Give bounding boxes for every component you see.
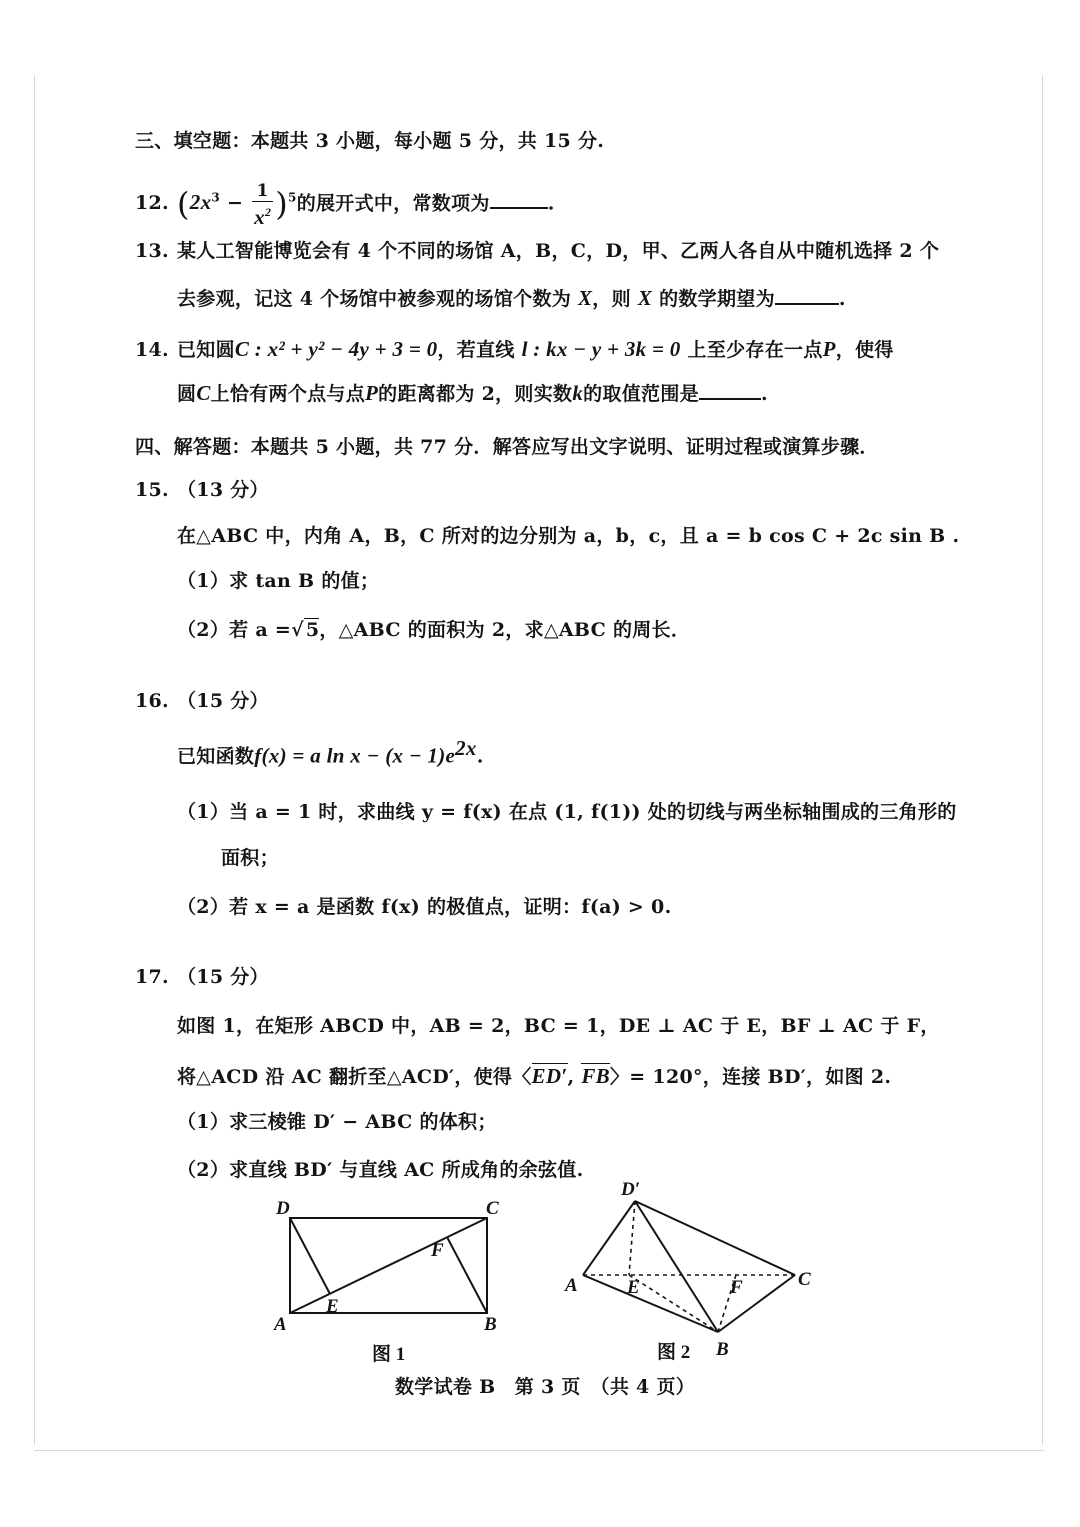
- question-number: 13.: [135, 240, 169, 262]
- question-number: 16.: [135, 690, 169, 712]
- function-definition: f(x) = a ln x − (x − 1)e: [254, 743, 456, 768]
- label-D: D: [276, 1198, 290, 1219]
- answer-blank[interactable]: [699, 382, 761, 400]
- question-number: 15.: [135, 479, 169, 501]
- question-15-header: [135, 475, 269, 502]
- label-C: C: [798, 1269, 811, 1290]
- question-13-line1: [135, 236, 939, 263]
- scan-frame-bottom: [34, 1450, 1044, 1451]
- question-score: （13 分）: [177, 479, 269, 501]
- label-B: B: [716, 1339, 729, 1360]
- answer-blank[interactable]: [775, 287, 839, 305]
- q12-text: 的展开式中，常数项为: [296, 192, 490, 215]
- q13-line1: 某人工智能博览会有 4 个不同的场馆 A，B，C，D，甲、乙两人各自从中随机选择 2 个: [177, 240, 940, 262]
- label-F: F: [730, 1277, 743, 1298]
- question-13-line2: 去参观，记这 4 个场馆中被参观的场馆个数为 X，则 X 的数学期望为 .: [177, 286, 846, 310]
- label-E: E: [326, 1296, 339, 1317]
- label-F: F: [431, 1240, 444, 1261]
- vector-FB: FB: [581, 1064, 610, 1088]
- scan-frame-left: [34, 75, 35, 1445]
- label-Dprime: D′: [621, 1179, 641, 1200]
- q12-expression: ($2x^3$ − $\frac{1}{x^2}$ )$^5$: [177, 181, 297, 230]
- question-15-part2: （2）若 a =√ 5，△ABC 的面积为 2，求△ABC 的周长．: [177, 619, 691, 641]
- figure-2-caption: 图 2: [657, 1342, 691, 1363]
- edge-AB: [583, 1275, 718, 1332]
- segment-DE: [290, 1218, 330, 1294]
- question-number: 12.: [135, 192, 169, 215]
- question-16-stem: 已知函数f(x) = a $\ln x - (x - 1)e^{2x}$.: [177, 736, 484, 768]
- section4-heading: 四、解答题：本题共 5 小题，共 77 分．解答应写出文字说明、证明过程或演算步骤．: [135, 436, 879, 458]
- line-equation: l : kx − y + 3k = 0: [521, 337, 681, 361]
- question-14-line1: 14. 已知圆C : x² + y² − 4y + 3 = 0，若直线 l : kx − y + 3k = 0 上至少存在一点P，使得: [135, 337, 894, 361]
- sqrt-5: √ 5: [291, 619, 320, 641]
- question-17-line2: 将△ACD 沿 AC 翻折至△ACD′，使得〈ED′, FB〉= 120°，连接 BD′，如图 2.: [177, 1064, 892, 1088]
- question-number: 14.: [135, 339, 169, 361]
- question-17-header: [135, 962, 269, 989]
- label-E: E: [627, 1277, 640, 1298]
- question-16-part2: （2）若 x = a 是函数 f(x) 的极值点，证明：f(a) > 0.: [177, 896, 672, 918]
- question-score: （15 分）: [177, 966, 269, 988]
- question-16-header: [135, 686, 269, 713]
- question-16-part1: （1）当 a = 1 时，求曲线 y = f(x) 在点 (1, f(1)) 处的切线与两坐标轴围成的三角形的: [177, 801, 957, 823]
- section3-heading: 三、填空题：本题共 3 小题，每小题 5 分，共 15 分.: [135, 130, 605, 152]
- vector-ED: ED′: [531, 1064, 568, 1088]
- question-score: （15 分）: [177, 690, 269, 712]
- question-15-part1: （1）求 tan B 的值；: [177, 570, 380, 592]
- label-A: A: [274, 1314, 287, 1335]
- label-C: C: [486, 1198, 499, 1219]
- label-B: B: [484, 1314, 497, 1335]
- question-16-part1-cont: 面积；: [221, 847, 279, 869]
- scan-frame-right: [1042, 75, 1043, 1445]
- diagonal-AC: [290, 1218, 487, 1313]
- question-12: 12. ($2x^3$ − $\frac{1}{x^2}$ )$^5$的展开式中，常数项为 .: [135, 170, 555, 226]
- figure-2: [555, 1175, 825, 1375]
- question-15-stem: 在△ABC 中，内角 A，B，C 所对的边分别为 a，b，c，且 a = b cos C + 2c sin B .: [177, 525, 960, 547]
- question-number: 17.: [135, 966, 169, 988]
- question-17-line1: 如图 1，在矩形 ABCD 中，AB = 2，BC = 1，DE ⊥ AC 于 E，BF ⊥ AC 于 F，: [177, 1015, 940, 1037]
- figure-1-caption: 图 1: [372, 1344, 406, 1365]
- hidden-segment-DpE: [629, 1201, 635, 1275]
- answer-blank[interactable]: [490, 191, 548, 209]
- segment-BF: [447, 1237, 487, 1313]
- circle-equation: C : x² + y² − 4y + 3 = 0: [234, 337, 438, 361]
- question-17-part2: （2）求直线 BD′ 与直线 AC 所成角的余弦值.: [177, 1159, 584, 1181]
- label-A: A: [565, 1275, 578, 1296]
- question-17-part1: （1）求三棱锥 D′ − ABC 的体积；: [177, 1111, 497, 1133]
- page-footer: 数学试卷 B 第 3 页 （共 4 页）: [395, 1376, 696, 1398]
- figure-1: [260, 1190, 520, 1370]
- edge-DpA: [583, 1201, 635, 1275]
- hidden-segment-EB: [629, 1275, 718, 1332]
- question-14-line2: 圆C上恰有两个点与点P的距离都为 2，则实数k的取值范围是 .: [177, 381, 768, 405]
